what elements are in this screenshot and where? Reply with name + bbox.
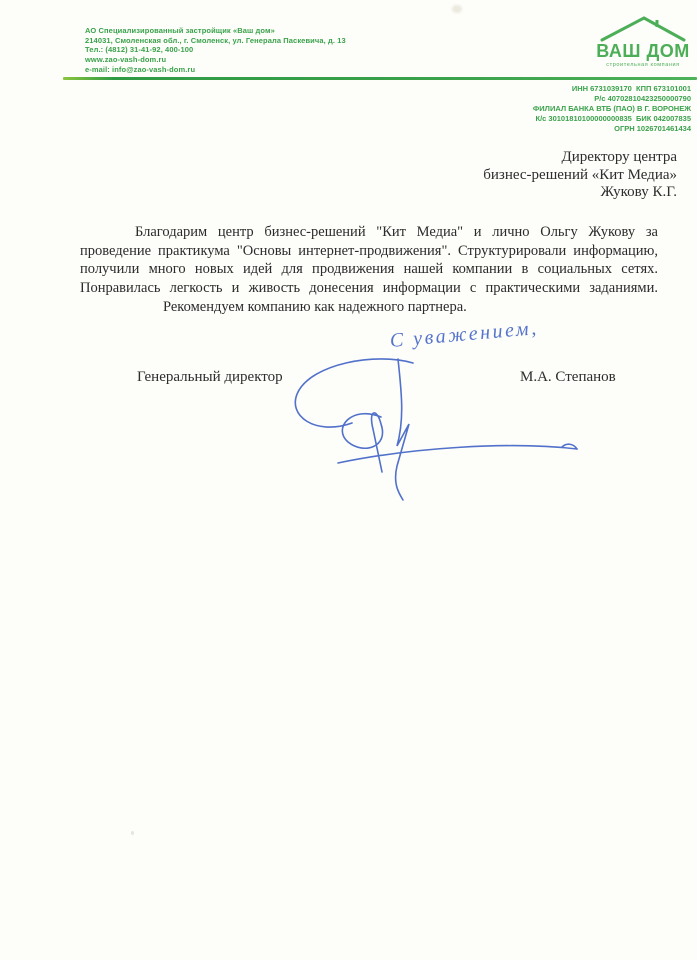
bank-requisites <box>371 84 691 134</box>
inn-kpp: ИНН 6731039170 КПП 673101001 <box>571 84 691 93</box>
ogrn: ОГРН 1026701461434 <box>614 123 691 133</box>
company-website: www.zao-vash-dom.ru <box>85 55 167 65</box>
addressee-title: Директору центра <box>561 149 677 165</box>
handwritten-salutation: С уважением, <box>388 317 540 352</box>
house-logo-icon <box>597 11 689 75</box>
addressee-name: Жукову К.Г. <box>600 184 677 201</box>
signer-name: М.А. Степанов <box>520 369 616 385</box>
company-address: 214031, Смоленская обл., г. Смоленск, ул. Генерала Паскевича, д. 13 <box>85 35 346 45</box>
scan-speck <box>452 5 462 13</box>
scan-speck <box>131 831 134 835</box>
corr-account-bik: К/с 30101810100000000835 БИК 042007835 <box>535 113 691 123</box>
company-logo <box>597 11 689 75</box>
signature-icon <box>280 356 625 504</box>
header-divider <box>63 77 697 80</box>
logo-subtitle: строительная компания <box>606 62 680 68</box>
body-paragraph-1: Благодарим центр бизнес-решений "Кит Медиа" и лично Ольгу Жукову за проведение практикума "Основы интернет-продвижения". Структурировали информацию, получили много новых идей для продвижения нашей компании в социальных сетях. Понравилась легкость и живость донесения информации с практическими заданиями. <box>80 224 658 297</box>
bank-name: ФИЛИАЛ БАНКА ВТБ (ПАО) В Г. ВОРОНЕЖ <box>532 103 691 113</box>
letterhead <box>85 26 465 75</box>
company-email: e-mail: info@zao-vash-dom.ru <box>85 64 196 74</box>
signer-position: Генеральный директор <box>137 369 283 385</box>
logo-title: ВАШ ДОМ <box>597 41 689 61</box>
company-phone: Тел.: (4812) 31-41-92, 400-100 <box>85 45 194 55</box>
house-roof-icon <box>602 18 684 40</box>
settlement-account: Р/с 40702810423250000790 <box>594 93 691 103</box>
letter-body <box>80 223 658 317</box>
company-name: АО Специализированный застройщик «Ваш дом» <box>85 26 275 35</box>
addressee-block <box>377 149 677 202</box>
body-paragraph-2: Рекомендуем компанию как надежного партнера. <box>163 298 467 315</box>
addressee-org: бизнес-решений «Кит Медиа» <box>483 166 677 183</box>
signature-scribble <box>280 356 625 504</box>
